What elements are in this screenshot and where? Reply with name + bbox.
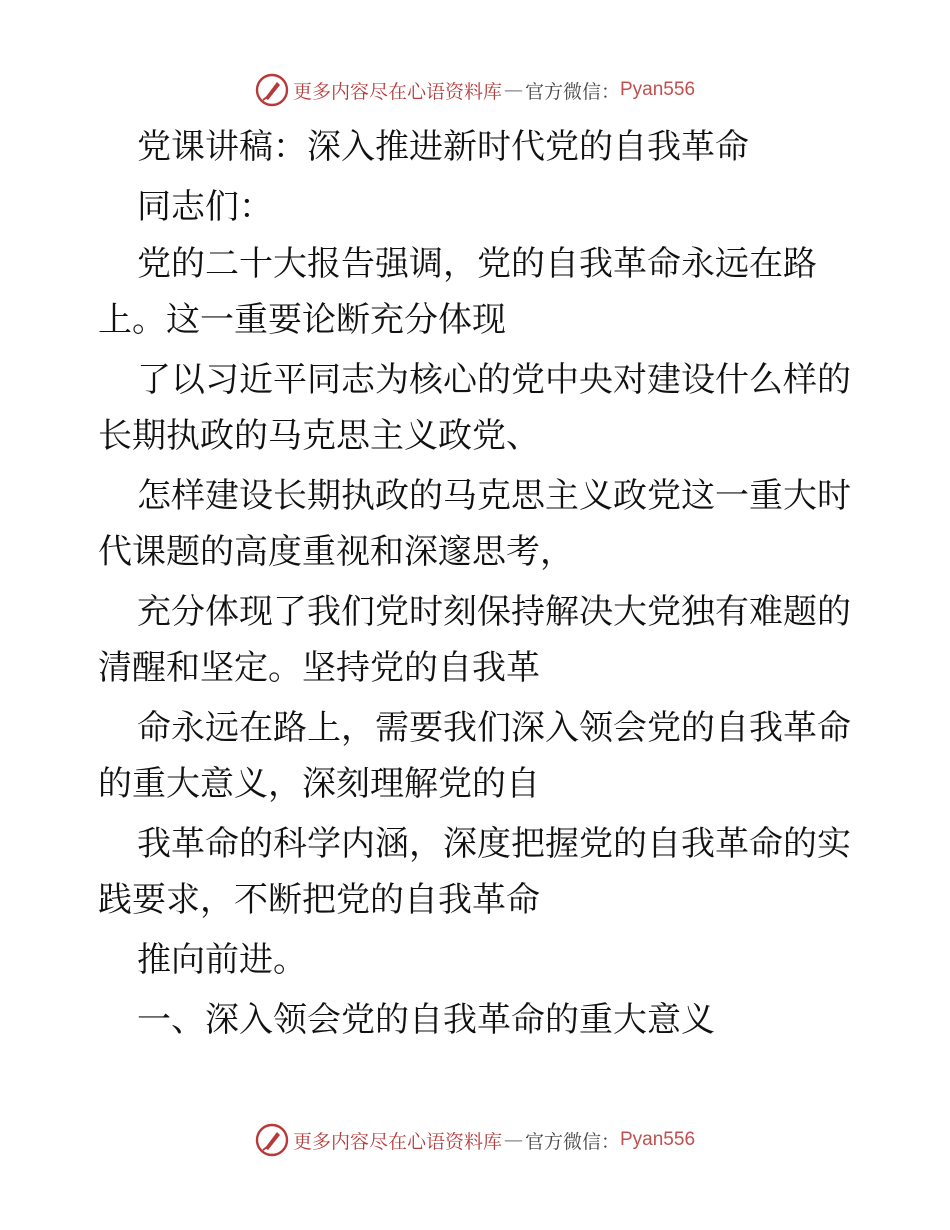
document-title: 党课讲稿：深入推进新时代党的自我革命: [137, 127, 749, 167]
text-line: 代课题的高度重视和深邃思考，: [98, 532, 574, 572]
watermark-site-text: 更多内容尽在心语资料库: [292, 1130, 502, 1153]
text-line: 了以习近平同志为核心的党中央对建设什么样的: [137, 360, 851, 400]
text-line: 同志们：: [137, 187, 273, 227]
watermark-site-text: 更多内容尽在心语资料库: [292, 80, 502, 103]
watermark-separator: —: [503, 1129, 523, 1151]
text-line: 党的二十大报告强调，党的自我革命永远在路: [137, 244, 817, 284]
footer-watermark: [0, 1120, 950, 1160]
watermark-wechat-id: Pyan556: [620, 1129, 696, 1150]
watermark-wechat-label: 官方微信：: [524, 80, 620, 103]
text-line: 清醒和坚定。坚持党的自我革: [98, 648, 540, 688]
text-line: 的重大意义，深刻理解党的自: [98, 764, 540, 804]
text-line: 命永远在路上，需要我们深入领会党的自我革命: [137, 708, 851, 748]
section-heading: 一、深入领会党的自我革命的重大意义: [137, 1000, 715, 1040]
text-line: 长期执政的马克思主义政党、: [98, 416, 540, 456]
quill-pen-icon: [255, 1123, 289, 1157]
watermark-wechat-id: Pyan556: [620, 79, 696, 100]
text-line: 充分体现了我们党时刻保持解决大党独有难题的: [137, 592, 851, 632]
text-line: 推向前进。: [137, 940, 307, 980]
text-line: 我革命的科学内涵，深度把握党的自我革命的实: [137, 824, 851, 864]
text-line: 怎样建设长期执政的马克思主义政党这一重大时: [137, 476, 851, 516]
watermark-wechat-label: 官方微信：: [524, 1130, 620, 1153]
watermark-separator: —: [503, 79, 523, 101]
text-line: 践要求，不断把党的自我革命: [98, 880, 540, 920]
text-line: 上。这一重要论断充分体现: [98, 300, 506, 340]
